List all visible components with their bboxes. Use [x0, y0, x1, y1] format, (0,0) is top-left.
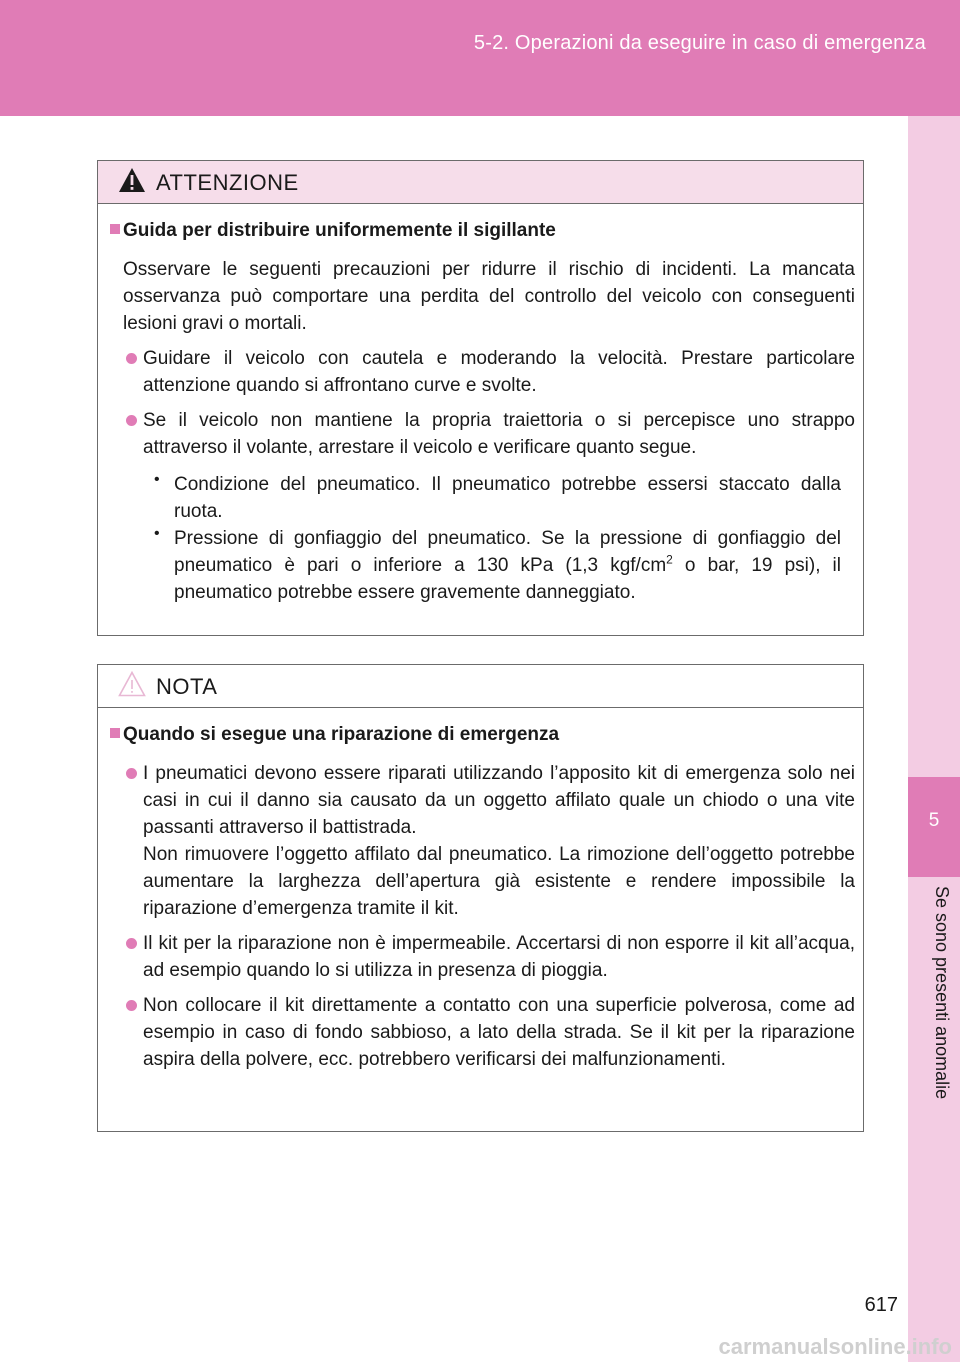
attenzione-box	[97, 160, 864, 636]
attenzione-intro: Osservare le seguenti precauzioni per ridurre il rischio di incidenti. La mancata osservanza può comportare una perdita del controllo del veicolo con conseguenti lesioni gravi o mortali.	[123, 259, 855, 334]
sub-item: • Condizione del pneumatico. Il pneumatico potrebbe essersi staccato dalla ruota.	[154, 471, 841, 522]
page-number: 617	[864, 1294, 898, 1316]
list-item: Guidare il veicolo con cautela e moderando la velocità. Prestare particolare attenzione quando si affrontano curve e svolte.	[110, 345, 855, 399]
attenzione-body	[98, 204, 863, 624]
section-header: 5-2. Operazioni da eseguire in caso di emergenza	[473, 32, 926, 54]
list-item: Non collocare il kit direttamente a contatto con una superficie polverosa, come ad esempio in caso di fondo sabbioso, a lato della strada. Se il kit per la riparazione aspira della polvere, ecc. potrebbero verificarsi dei malfunzionamenti.	[110, 992, 855, 1073]
bullet-dot-icon	[126, 768, 137, 779]
watermark: carmanualsonline.info	[718, 1334, 952, 1359]
chapter-number: 5	[928, 810, 940, 831]
list-item: Il kit per la riparazione non è impermeabile. Accertarsi di non esporre il kit all’acqua, ad esempio quando lo si utilizza in presenza di pioggia.	[110, 930, 855, 984]
attenzione-title: ATTENZIONE	[156, 170, 299, 195]
bullet-dot-icon	[126, 1000, 137, 1011]
square-bullet-icon	[110, 224, 120, 234]
sidebar-tab	[908, 116, 960, 1362]
chapter-label: Se sono presenti anomalie	[932, 886, 952, 1100]
bullet-dot-icon	[126, 415, 137, 426]
list-item: Se il veicolo non mantiene la propria traiettoria o si percepisce uno strappo attraverso il volante, arrestare il veicolo e verificare quanto segue.	[110, 407, 855, 461]
bullet-dot-icon	[126, 938, 137, 949]
attenzione-heading: Guida per distribuire uniformemente il sigillante	[110, 220, 855, 242]
attenzione-header	[98, 161, 863, 204]
nota-header	[98, 665, 863, 708]
top-banner	[0, 0, 960, 116]
square-bullet-icon	[110, 728, 120, 738]
caution-icon	[118, 671, 146, 702]
nota-box	[97, 664, 864, 1132]
bullet-dot-icon	[126, 353, 137, 364]
list-item: I pneumatici devono essere riparati utilizzando l’apposito kit di emergenza solo nei casi in cui il danno sia causato da un oggetto affilato quale un chiodo o una vite passanti attraverso il battistrada. Non rimuovere l’oggetto affilato dal pneumatico. La rimozione dell’oggetto potrebbe aumentare la larghezza dell’apertura già esistente e rendere impossibile la riparazione d’emergenza tramite il kit.	[110, 760, 855, 922]
sub-item: • Pressione di gonfiaggio del pneumatico. Se la pressione di gonfiaggio del pneumatico è pari o inferiore a 130 kPa (1,3 kgf/$cm^2$ o bar, 19 psi), il pneumatico potrebbe essere gravemente danneggiato.	[154, 525, 841, 603]
warning-icon	[118, 167, 146, 198]
nota-body	[98, 708, 863, 1099]
nota-title: NOTA	[156, 674, 218, 699]
nota-heading: Quando si esegue una riparazione di emergenza	[110, 724, 855, 746]
